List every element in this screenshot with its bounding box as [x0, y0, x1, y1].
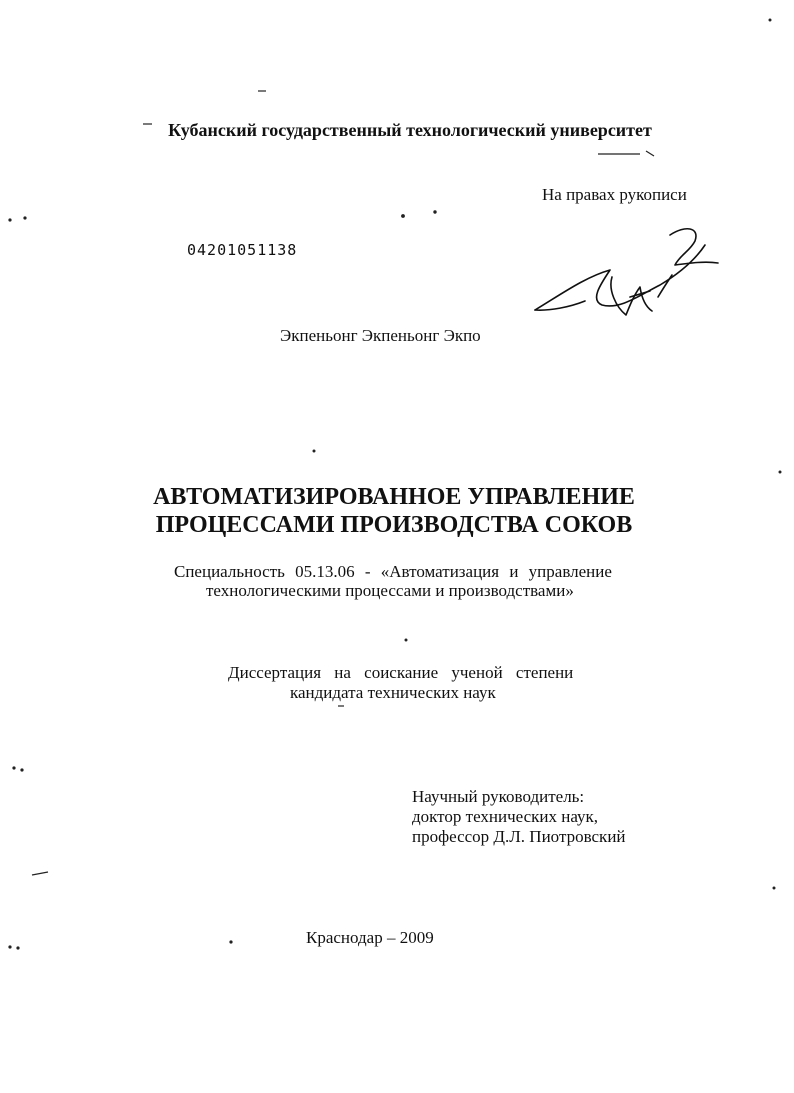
author-name: Экпеньонг Экпеньонг Экпо — [280, 326, 481, 345]
supervisor-line: доктор технических наук, — [412, 807, 599, 826]
specialty-line: Специальность 05.13.06 - «Автоматизация и управление — [174, 562, 612, 581]
dissertation-line: кандидата технических наук — [290, 683, 496, 702]
registration-code: 04201051138 — [187, 241, 298, 259]
university-name: Кубанский государственный технологический университет — [168, 120, 652, 140]
handwritten-signature — [530, 215, 720, 325]
thesis-title-line: АВТОМАТИЗИРОВАННОЕ УПРАВЛЕНИЕ — [153, 484, 635, 510]
thesis-title-line: ПРОЦЕССАМИ ПРОИЗВОДСТВА СОКОВ — [155, 512, 633, 538]
dissertation-line: Диссертация на соискание ученой степени — [228, 663, 574, 682]
supervisor-line: профессор Д.Л. Пиотровский — [412, 827, 626, 846]
specialty-line: технологическими процессами и производствами» — [206, 581, 574, 600]
city-year: Краснодар – 2009 — [306, 928, 434, 947]
supervisor-line: Научный руководитель: — [412, 787, 585, 806]
rights-note: На правах рукописи — [542, 185, 687, 204]
